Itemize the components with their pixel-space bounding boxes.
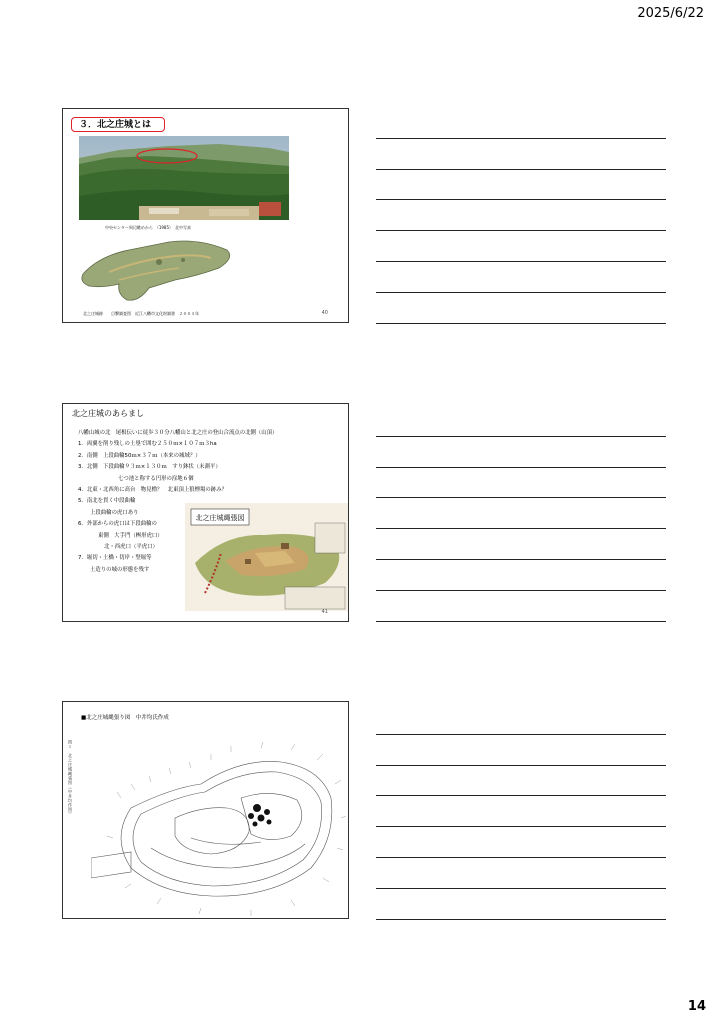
note-line [376,827,666,858]
site-map [79,236,236,306]
aerial-photo [79,136,289,220]
illustration-title: 北之庄城縄張図 [195,514,245,522]
list-item: 上段曲輪の虎口あり [90,509,139,516]
header-date: 2025/6/22 [637,6,704,21]
list-item: 7．堀切・土橋・切岸・竪堀等 [78,555,152,562]
slide-thumbnail-2 [62,403,349,622]
note-line [376,231,666,262]
list-item: 八幡山城の北 尾根伝いに徒歩３０分八幡山と北之庄の登山合流点の北側（山頂） [78,430,278,436]
note-line [376,293,666,324]
list-item: 土造りの城の形態を残す [90,566,150,573]
photo-caption: 中央センター周辺眺めから （1985） 北中写真 [105,225,192,230]
list-item: 2．南側 上段曲輪50ｍ×３７ｍ（本来の城域？） [78,452,201,459]
list-item: 東側 大手門（桝形虎口） [98,532,163,539]
note-line [376,704,666,735]
note-line [376,108,666,139]
slide-number: 41 [321,609,328,615]
note-line [376,468,666,499]
note-line [376,889,666,920]
note-line [376,437,666,468]
slide-title: ■北之庄城縄張り図 中井均氏作成 [81,715,169,721]
note-line [376,735,666,766]
note-line [376,529,666,560]
note-line [376,766,666,797]
note-line [376,858,666,889]
list-item: 5．南北を貫く中段曲輪 [78,498,136,505]
page-number: 14 [687,999,706,1014]
slide-number: 40 [321,310,328,316]
list-item: 6．外部からの虎口は下段曲輪の [78,521,157,528]
note-line [376,591,666,622]
ponds [248,804,272,827]
note-line [376,262,666,293]
list-item: 七つ池と称する円形の窪地６個 [118,475,194,482]
list-item: 4．北東・北西角に高台 物見櫓？ 北東頂上狼煙場の跡み？ [78,487,227,494]
note-line [376,796,666,827]
castle-illustration [185,503,348,611]
notes-lines-3 [376,704,666,920]
map-caption: 北之庄城跡 目撃調査図 近江八幡市文化財調書 ２００５年 [83,311,199,316]
slide-title: ３．北之庄城とは [71,117,165,132]
note-line [376,200,666,231]
list-item: 1．両翼を削り残しの土塁で囲む２５０ｍ×１０７ｍ３ha [78,441,217,448]
notes-lines-2 [376,406,666,622]
note-line [376,560,666,591]
slide-title: 北之庄城のあらまし [72,409,144,418]
figure-side-caption: 図１ 北之庄城縄張図（中井均作図） [68,740,73,817]
list-item: 3．北側 下段曲輪９３ｍ×１３０ｍ すり鉢状（未測平） [78,464,221,471]
note-line [376,406,666,437]
slide-thumbnail-3 [62,701,349,919]
note-line [376,170,666,201]
notes-lines-1 [376,108,666,324]
note-line [376,498,666,529]
note-line [376,139,666,170]
list-item: 北・西虎口（平虎口） [104,544,158,551]
slide-thumbnail-1 [62,108,349,323]
castle-layout-plan [91,728,346,916]
